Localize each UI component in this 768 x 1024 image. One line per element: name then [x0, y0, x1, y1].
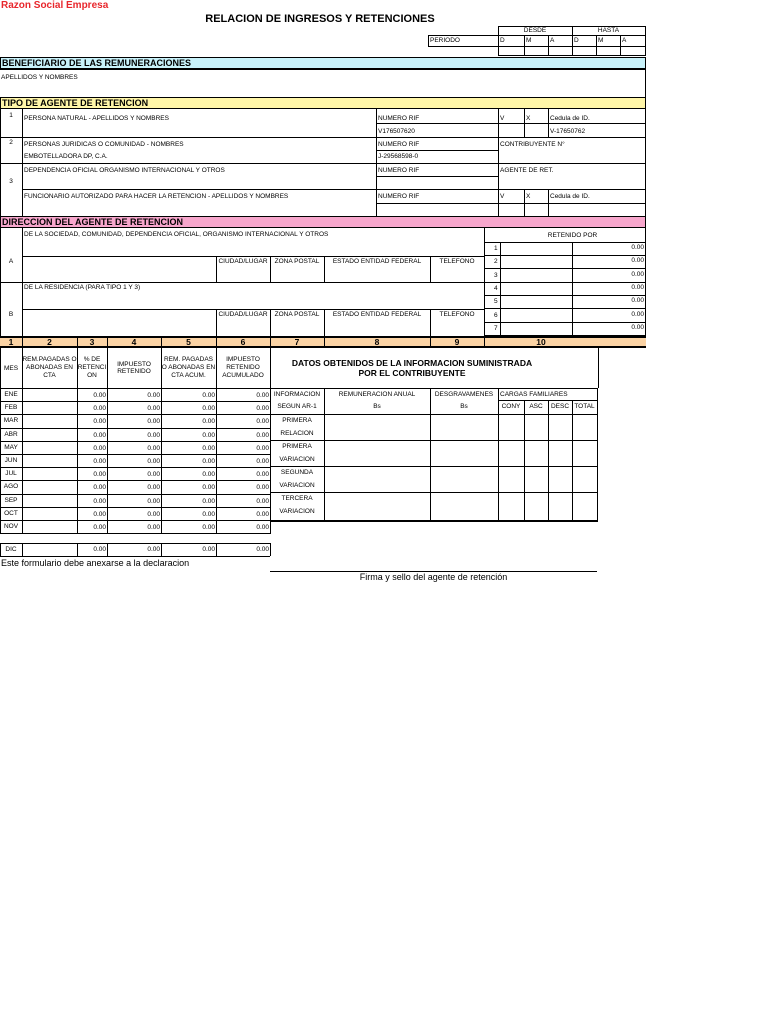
table-row-acum: 0.00 — [202, 471, 215, 478]
col-number-divider — [161, 336, 162, 348]
agent-row-1-num: 1 — [9, 112, 13, 119]
address-a-telefono: TELEFONO — [439, 258, 475, 265]
col-number: 2 — [47, 337, 52, 347]
address-a-estado: ESTADO ENTIDAD FEDERAL — [332, 258, 422, 265]
table-row-month: MAR — [3, 417, 19, 424]
company-name: Razon Social Empresa — [1, 0, 109, 11]
info-col7-label: INFORMACION — [273, 391, 321, 398]
retenido-row-num: 7 — [494, 325, 498, 332]
dic-acum: 0.00 — [202, 546, 215, 553]
agent-row-4-v: V — [500, 193, 505, 200]
agent-row-2-rif-label: NUMERO RIF — [378, 141, 420, 148]
col-rem-2: ABONADAS EN — [26, 364, 73, 371]
agent-row-4-id-label: Cedula de ID. — [550, 193, 590, 200]
period-label: PERIODO — [430, 37, 460, 44]
table-row-pct: 0.00 — [93, 458, 106, 465]
col-number: 6 — [240, 337, 246, 347]
table-row-pct: 0.00 — [93, 498, 106, 505]
table-row-divider — [22, 388, 23, 402]
retenido-row-value: 0.00 — [631, 271, 644, 278]
col-number: 1 — [8, 337, 14, 347]
table-row-imp: 0.00 — [147, 392, 160, 399]
agent-row-2-desc: PERSONAS JURIDICAS O COMUNIDAD - NOMBRES — [24, 141, 184, 148]
table-row-acum: 0.00 — [202, 405, 215, 412]
table-row-impacum: 0.00 — [256, 418, 269, 425]
table-row-pct: 0.00 — [93, 511, 106, 518]
table-row-imp: 0.00 — [147, 498, 160, 505]
table-row-line — [0, 441, 270, 442]
agent-row-1-x: X — [526, 115, 531, 122]
table-row-imp: 0.00 — [147, 471, 160, 478]
retenido-row-num: 5 — [494, 298, 498, 305]
table-row-month: JUN — [4, 457, 18, 464]
col-imp-2: RETENIDO — [117, 368, 151, 375]
agent-row-4-x: X — [526, 193, 531, 200]
table-row-divider — [22, 467, 23, 481]
info-cargas-title: CARGAS FAMILIARES — [500, 391, 568, 398]
col-number: 8 — [374, 337, 380, 347]
dic-pct: 0.00 — [93, 546, 106, 553]
table-row-acum: 0.00 — [202, 392, 215, 399]
info-col7-label: PRIMERA — [282, 443, 312, 450]
table-row-month: JUL — [5, 470, 17, 477]
col-impacum-3: ACUMULADO — [222, 372, 264, 379]
agent-row-1-desc: PERSONA NATURAL - APELLIDOS Y NOMBRES — [24, 115, 169, 122]
signature-label: Firma y sello del agente de retención — [359, 572, 508, 582]
table-row-line — [0, 467, 270, 468]
info-c8-title: REMUNERACION ANUAL — [338, 391, 416, 398]
retenido-row-value: 0.00 — [631, 284, 644, 291]
table-row-month: FEB — [4, 404, 18, 411]
table-row-pct: 0.00 — [93, 392, 106, 399]
retenido-por-label: RETENIDO POR — [547, 232, 598, 239]
col-number-divider — [107, 336, 108, 348]
col-impacum-2: RETENIDO — [226, 364, 260, 371]
info-col7-label: VARIACION — [279, 482, 315, 489]
info-col7-label: SEGUNDA — [280, 469, 314, 476]
col-number: 3 — [89, 337, 95, 347]
table-row-impacum: 0.00 — [256, 458, 269, 465]
info-col7-label: RELACION — [280, 430, 314, 437]
table-row-line — [0, 533, 270, 534]
table-row-acum: 0.00 — [202, 445, 215, 452]
info-cargas-cony: CONY — [501, 403, 521, 410]
col-number-divider — [324, 336, 325, 348]
dic-imp: 0.00 — [147, 546, 160, 553]
col-remacum-2: O ABONADAS EN — [161, 364, 216, 371]
agent-row-3-desc: DEPENDENCIA OFICIAL ORGANISMO INTERNACIONAL Y OTROS — [24, 167, 225, 174]
retenido-row-value: 0.00 — [631, 257, 644, 264]
col-number: 9 — [454, 337, 460, 347]
table-row-impacum: 0.00 — [256, 405, 269, 412]
retenido-row-value: 0.00 — [631, 324, 644, 331]
table-row-impacum: 0.00 — [256, 524, 269, 531]
col-pct-2: RETENCI — [77, 364, 107, 371]
address-a-desc: DE LA SOCIEDAD, COMUNIDAD, DEPENDENCIA OFICIAL, ORGANISMO INTERNACIONAL Y OTROS — [24, 231, 329, 238]
agent-row-1-v: V — [500, 115, 505, 122]
period-hasta-m: M — [598, 37, 604, 44]
agent-row-1-id-label: Cedula de ID. — [550, 115, 590, 122]
table-row-line — [0, 494, 270, 495]
col-number-divider — [430, 336, 431, 348]
table-row-pct: 0.00 — [93, 524, 106, 531]
col-mes: MES — [3, 365, 19, 372]
agent-row-2-contribuyente: CONTRIBUYENTE N° — [500, 141, 565, 148]
col-pct-1: % DE — [83, 356, 101, 363]
retenido-row-num: 3 — [494, 272, 498, 279]
table-row-pct: 0.00 — [93, 484, 106, 491]
info-cargas-asc: ASC — [529, 403, 543, 410]
address-b-label: B — [8, 311, 14, 318]
retenido-row-line — [484, 308, 646, 309]
table-row-line — [0, 454, 270, 455]
address-b-estado: ESTADO ENTIDAD FEDERAL — [332, 311, 422, 318]
retenido-row-line — [484, 322, 646, 323]
retenido-row-value: 0.00 — [631, 297, 644, 304]
info-c8-unit: Bs — [373, 403, 381, 410]
col-number-divider — [77, 336, 78, 348]
table-row-impacum: 0.00 — [256, 471, 269, 478]
period-hasta-a: A — [622, 37, 627, 44]
table-row-divider — [22, 494, 23, 508]
retenido-row-value: 0.00 — [631, 311, 644, 318]
table-row-impacum: 0.00 — [256, 511, 269, 518]
col-rem-3: CTA — [43, 372, 56, 379]
table-row-pct: 0.00 — [93, 432, 106, 439]
info-col7-label: VARIACION — [279, 508, 315, 515]
col-imp-1: IMPUESTO — [117, 361, 151, 368]
col-number: 4 — [131, 337, 137, 347]
col-impacum-1: IMPUESTO — [226, 356, 260, 363]
address-b-desc: DE LA RESIDENCIA (PARA TIPO 1 Y 3) — [24, 284, 141, 291]
agent-row-3-num: 3 — [9, 178, 13, 185]
table-row-divider — [22, 480, 23, 494]
table-row-pct: 0.00 — [93, 471, 106, 478]
agent-row-2-rif-value: J-29568598-0 — [378, 153, 419, 160]
table-row-acum: 0.00 — [202, 418, 215, 425]
agent-row-2-num: 2 — [9, 139, 13, 146]
table-row-divider — [22, 507, 23, 521]
table-row-acum: 0.00 — [202, 458, 215, 465]
beneficiary-names-label: APELLIDOS Y NOMBRES — [1, 74, 78, 81]
table-row-impacum: 0.00 — [256, 484, 269, 491]
table-row-impacum: 0.00 — [256, 498, 269, 505]
agent-row-1-rif-value: V176507620 — [378, 128, 415, 135]
col-number-divider — [22, 336, 23, 348]
table-row-divider — [22, 520, 23, 534]
col-remacum-1: REM. PAGADAS — [163, 356, 213, 363]
table-row-month: AGO — [3, 483, 19, 490]
table-row-impacum: 0.00 — [256, 445, 269, 452]
retenido-row-line — [484, 295, 646, 296]
table-row-line — [0, 428, 270, 429]
table-row-imp: 0.00 — [147, 524, 160, 531]
period-hasta-d: D — [574, 37, 579, 44]
retenido-row-num: 6 — [494, 312, 498, 319]
table-row-pct: 0.00 — [93, 418, 106, 425]
table-row-divider — [22, 401, 23, 415]
agent-row-1-id-value: V-17650762 — [550, 128, 586, 135]
address-a-ciudad: CIUDAD/LUGAR — [218, 258, 268, 265]
table-row-pct: 0.00 — [93, 405, 106, 412]
dic-impacum: 0.00 — [256, 546, 269, 553]
col-rem-1: REM.PAGADAS O — [22, 356, 77, 363]
table-row-acum: 0.00 — [202, 498, 215, 505]
table-row-month: SEP — [4, 497, 18, 504]
address-a-zona: ZONA POSTAL — [274, 258, 320, 265]
table-row-imp: 0.00 — [147, 458, 160, 465]
info-col7-label: VARIACION — [279, 456, 315, 463]
table-row-pct: 0.00 — [93, 445, 106, 452]
agent-row-1-rif-label: NUMERO RIF — [378, 115, 420, 122]
table-row-divider — [22, 441, 23, 455]
retenido-row-num: 1 — [494, 245, 498, 252]
table-row-month: ENE — [4, 391, 18, 398]
col-number: 5 — [186, 337, 191, 347]
retenido-row-line — [484, 282, 646, 283]
month-table-top — [0, 388, 270, 389]
table-row-month: OCT — [4, 510, 18, 517]
info-col7-label: PRIMERA — [282, 417, 312, 424]
table-row-imp: 0.00 — [147, 511, 160, 518]
table-row-impacum: 0.00 — [256, 432, 269, 439]
table-row-acum: 0.00 — [202, 524, 215, 531]
table-row-acum: 0.00 — [202, 484, 215, 491]
footer-note: Este formulario debe anexarse a la declaracion — [1, 558, 190, 568]
table-row-month: ABR — [4, 431, 18, 438]
table-row-imp: 0.00 — [147, 445, 160, 452]
col-number-divider — [270, 336, 271, 348]
table-row-imp: 0.00 — [147, 405, 160, 412]
period-desde: DESDE — [523, 27, 547, 34]
address-b-zona: ZONA POSTAL — [274, 311, 320, 318]
retenido-row-line — [484, 268, 646, 269]
retenido-row-num: 2 — [494, 258, 498, 265]
table-row-month: NOV — [3, 523, 19, 530]
info-c9-title: DESGRAVAMENES — [434, 391, 494, 398]
col-number-divider — [216, 336, 217, 348]
table-row-acum: 0.00 — [202, 511, 215, 518]
beneficiary-header: BENEFICIARIO DE LAS REMUNERACIONES — [0, 57, 646, 69]
col-number: 7 — [294, 337, 300, 347]
address-a-label: A — [8, 258, 14, 265]
retenido-row-value: 0.00 — [631, 244, 644, 251]
address-b-ciudad: CIUDAD/LUGAR — [218, 311, 268, 318]
table-row-month: MAY — [4, 444, 18, 451]
col-remacum-3: CTA ACUM. — [171, 372, 206, 379]
table-row-acum: 0.00 — [202, 432, 215, 439]
retenido-row-line — [484, 255, 646, 256]
page-title: RELACION DE INGRESOS Y RETENCIONES — [205, 13, 435, 25]
col-pct-3: ON — [87, 372, 97, 379]
col-number: 10 — [536, 337, 546, 347]
retenido-row-num: 4 — [494, 285, 498, 292]
agent-row-2-desc2: EMBOTELLADORA DP, C.A. — [24, 153, 108, 160]
table-row-divider — [22, 428, 23, 442]
table-row-line — [0, 414, 270, 415]
period-desde-d: D — [500, 37, 505, 44]
col-number-divider — [484, 336, 485, 348]
table-row-divider — [22, 454, 23, 468]
period-desde-m: M — [526, 37, 532, 44]
info-col7-label: TERCERA — [281, 495, 313, 502]
table-row-divider — [270, 520, 271, 534]
table-row-line — [0, 520, 270, 521]
period-hasta: HASTA — [597, 27, 620, 34]
info-cargas-total: TOTAL — [574, 403, 595, 410]
period-desde-a: A — [550, 37, 555, 44]
agent-row-4-desc: FUNCIONARIO AUTORIZADO PARA HACER LA RETENCION - APELLIDOS Y NOMBRES — [24, 193, 289, 200]
dic-month: DIC — [5, 546, 17, 553]
agent-row-3-rif-label: NUMERO RIF — [378, 167, 420, 174]
info-col7-label: SEGUN AR-1 — [277, 403, 317, 410]
table-row-imp: 0.00 — [147, 484, 160, 491]
address-header: DIRECCION DEL AGENTE DE RETENCION — [0, 216, 646, 228]
table-row-imp: 0.00 — [147, 418, 160, 425]
table-row-impacum: 0.00 — [256, 392, 269, 399]
address-b-telefono: TELEFONO — [439, 311, 475, 318]
table-row-line — [0, 480, 270, 481]
table-row-imp: 0.00 — [147, 432, 160, 439]
info-c9-unit: Bs — [460, 403, 468, 410]
agent-row-3-agente: AGENTE DE RET. — [500, 167, 554, 174]
agent-row-4-rif-label: NUMERO RIF — [378, 193, 420, 200]
table-row-line — [0, 401, 270, 402]
info-cargas-desc: DESC — [550, 403, 570, 410]
datos-title: DATOS OBTENIDOS DE LA INFORMACION SUMINISTRADA POR EL CONTRIBUYENTE — [291, 358, 533, 378]
table-row-line — [0, 507, 270, 508]
table-row-divider — [22, 414, 23, 428]
agent-type-header: TIPO DE AGENTE DE RETENCION — [0, 97, 646, 109]
